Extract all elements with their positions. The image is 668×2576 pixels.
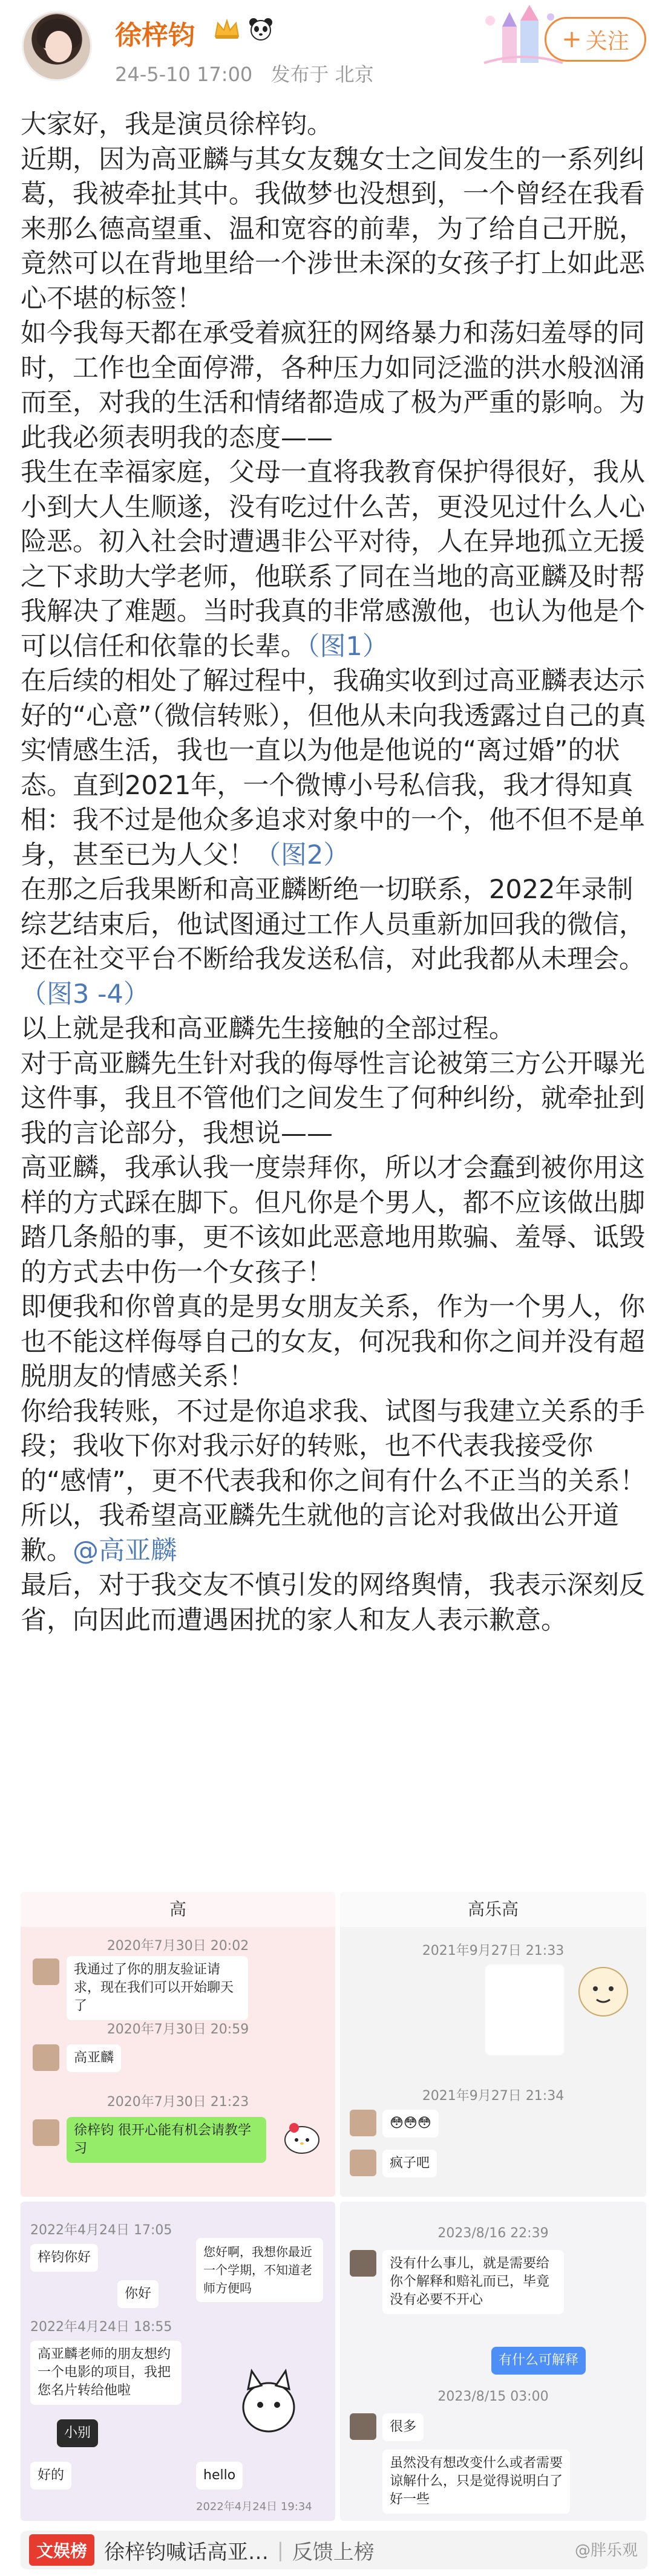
chat-timestamp: 2022年4月24日 19:34 (196, 2500, 312, 2513)
chat-avatar (33, 2119, 59, 2146)
post-header (0, 0, 668, 97)
post-paragraph: 高亚麟，我承认我一度崇拜你，所以才会蠢到被你用这样的方式踩在脚下。但凡你是个男人，都不应该做出脚踏几条船的事，更不该如此恶意地用欺骗、羞辱、诋毁的方式去中伤一个女孩子！ (21, 1153, 645, 1288)
chat-bubble: 有什么可解释 (491, 2347, 586, 2375)
chat-timestamp: 2020年7月30日 21:23 (106, 2095, 249, 2110)
chat-avatar (350, 2110, 376, 2136)
chat-timestamp: 2021年9月27日 21:34 (422, 2089, 565, 2104)
chat-timestamp: 2022年4月24日 18:55 (30, 2320, 172, 2335)
figure-3-4-link[interactable]: （图3 -4） (21, 979, 149, 1009)
figure-2-link[interactable]: （图2） (255, 840, 350, 870)
chat-bubble: 疯子吧 (382, 2150, 437, 2177)
chat-bubble: 虽然没有想改变什么或者需要谅解什么，只是觉得说明白了好一些 (382, 2450, 570, 2514)
chat-title: 高乐高 (340, 1892, 646, 1927)
chat-bubble: 徐梓钧 很开心能有机会请教学习 (67, 2117, 266, 2163)
follow-label: 关注 (585, 28, 629, 54)
chat-bubble: 小别 (57, 2419, 98, 2447)
blurred-image (485, 1965, 564, 2055)
chat-title: 高 (21, 1892, 335, 1927)
post-paragraph: 如今我每天都在承受着疯狂的网络暴力和荡妇羞辱的同时，工作也全面停滞，各种压力如同泛滥的洪水般汹涌而至，对我的生活和情绪都造成了极为严重的影响。为此我必须表明我的态度—— (21, 318, 645, 453)
chat-bubble: 😳😳😳 (382, 2110, 439, 2137)
post-body (21, 108, 650, 1638)
topic-separator: | (277, 2539, 284, 2561)
post-paragraph-text: 在后续的相处了解过程中，我确实收到过高亚麟表达示好的“心意”（微信转账），但他从未向我透露过自己的真实情感生活，我也一直以为他是他说的“离过婚”的状态。直到2021年，一个微博小号私信我，我才得知真相：我不过是他众多追求对象中的一个，他不但不是单身，甚至已为人父！ (21, 666, 646, 870)
chat-bubble: 梓钧你好 (30, 2244, 98, 2272)
chat-timestamp: 2020年7月30日 20:02 (106, 1939, 249, 1954)
post-paragraph (21, 873, 650, 1012)
chat-bubble: 您好啊，我想你最近一个学期，不知道老师方便吗 (196, 2238, 323, 2302)
plus-icon: + (562, 25, 582, 53)
post-paragraph-text: 在那之后我果断和高亚麟断绝一切联系，2022年录制综艺结束后，他试图通过工作人员重新加回我的微信，还在社交平台不断给我发送私信，对此我都从未理会。 (21, 875, 645, 974)
post-paragraph (21, 1499, 650, 1568)
chat-timestamp: 2023/8/15 03:00 (437, 2389, 549, 2404)
panda-icon (248, 17, 273, 41)
avatar-face (45, 31, 72, 62)
post-paragraph: 即便我和你曾真的是男女朋友关系，作为一个男人，你也不能这样侮辱自己的女友，何况我和你之间并没有超脱朋友的情感关系！ (21, 1292, 645, 1392)
chat-bubble: 我通过了你的朋友验证请求，现在我们可以开始聊天了 (67, 1956, 248, 2020)
post-paragraph (21, 664, 650, 873)
chat-avatar (33, 2044, 59, 2071)
hello-kitty-icon (281, 2116, 323, 2158)
chat-bubble: 好的 (30, 2462, 71, 2490)
chat-bubble: 很多 (382, 2413, 424, 2441)
watermark: @胖乐观 (574, 2542, 638, 2560)
mention-link[interactable]: @高亚麟 (73, 1535, 177, 1566)
post-paragraph-text: 我生在幸福家庭，父母一直将我教育保护得很好，我从小到大人生顺遂，没有吃过什么苦，更没见过什么人心险恶。初入社会时遭遇非公平对待，人在异地孤立无援之下求助大学老师，他联系了同在当地的高亚麟及时帮我解决了难题。当时我真的非常感激他，也认为他是个可以信任和依靠的长辈。 (21, 457, 645, 662)
topic-tag: 文娱榜 (29, 2534, 94, 2566)
sticker-icon (576, 1965, 630, 2019)
post-paragraph (21, 455, 650, 664)
feedback-link[interactable]: 反馈上榜 (292, 2540, 375, 2565)
post-source: 发布于 北京 (270, 63, 374, 86)
chat-bubble: hello (196, 2462, 243, 2490)
post-paragraph: 你给我转账，不过是你追求我、试图与我建立关系的手段；我收下你对我示好的转账，也不代表我接受你的“感情”，更不代表我和你之间有什么不正当的关系！ (21, 1396, 646, 1496)
cat-sticker-icon (232, 2359, 305, 2437)
chat-bubble: 高亚麟老师的朋友想约一个电影的项目，我把您名片转给他啦 (30, 2341, 182, 2405)
topic-bar[interactable] (21, 2531, 647, 2569)
username[interactable]: 徐梓钧 (115, 20, 195, 51)
chat-screenshot-3[interactable] (21, 2202, 335, 2521)
topic-text[interactable]: 徐梓钧喊话高亚… (104, 2540, 269, 2565)
chat-bubble: 没有什么事儿，就是需要给你个解释和赔礼而已，毕竟没有必要不开心 (382, 2250, 564, 2314)
post-paragraph: 对于高亚麟先生针对我的侮辱性言论被第三方公开曝光这件事，我且不管他们之间发生了何种纠纷，就牵扯到我的言论部分，我想说—— (21, 1048, 645, 1149)
chat-screenshot-2[interactable] (340, 1892, 646, 2197)
post-paragraph-text: 所以，我希望高亚麟先生就他的言论对我做出公开道歉。 (21, 1501, 619, 1566)
chat-screenshot-4[interactable] (340, 2202, 646, 2521)
chat-avatar (350, 2413, 376, 2440)
chat-screenshot-1[interactable] (21, 1892, 335, 2197)
chat-bubble: 高亚麟 (67, 2044, 121, 2072)
follow-button[interactable] (545, 17, 646, 62)
chat-bubble: 你好 (117, 2280, 159, 2308)
vip-crown-icon (213, 18, 241, 40)
post-paragraph: 大家好，我是演员徐梓钧。 (21, 109, 333, 140)
chat-timestamp: 2021年9月27日 21:33 (422, 1943, 565, 1958)
figure-1-link[interactable]: （图1） (307, 631, 388, 662)
chat-avatar (33, 1958, 59, 1985)
chat-timestamp: 2023/8/16 22:39 (437, 2226, 549, 2241)
chat-avatar (350, 2150, 376, 2176)
chat-timestamp: 2022年4月24日 17:05 (30, 2223, 172, 2238)
post-date: 24-5-10 17:00 (115, 63, 253, 86)
chat-timestamp: 2020年7月30日 20:59 (106, 2022, 249, 2037)
chat-avatar (350, 2250, 376, 2277)
post-meta (115, 59, 386, 87)
post-paragraph: 最后，对于我交友不慎引发的网络舆情，我表示深刻反省，向因此而遭遇困扰的家人和友人表示歉意。 (21, 1570, 645, 1635)
avatar[interactable] (22, 11, 92, 81)
post-paragraph: 以上就是我和高亚麟先生接触的全部过程。 (21, 1014, 515, 1044)
post-paragraph: 近期，因为高亚麟与其女友魏女士之间发生的一系列纠葛，我被牵扯其中。我做梦也没想到，一个曾经在我看来那么德高望重、温和宽容的前辈，为了给自己开脱，竟然可以在背地里给一个涉世未深的女孩子打上如此恶心不堪的标签！ (21, 144, 645, 314)
